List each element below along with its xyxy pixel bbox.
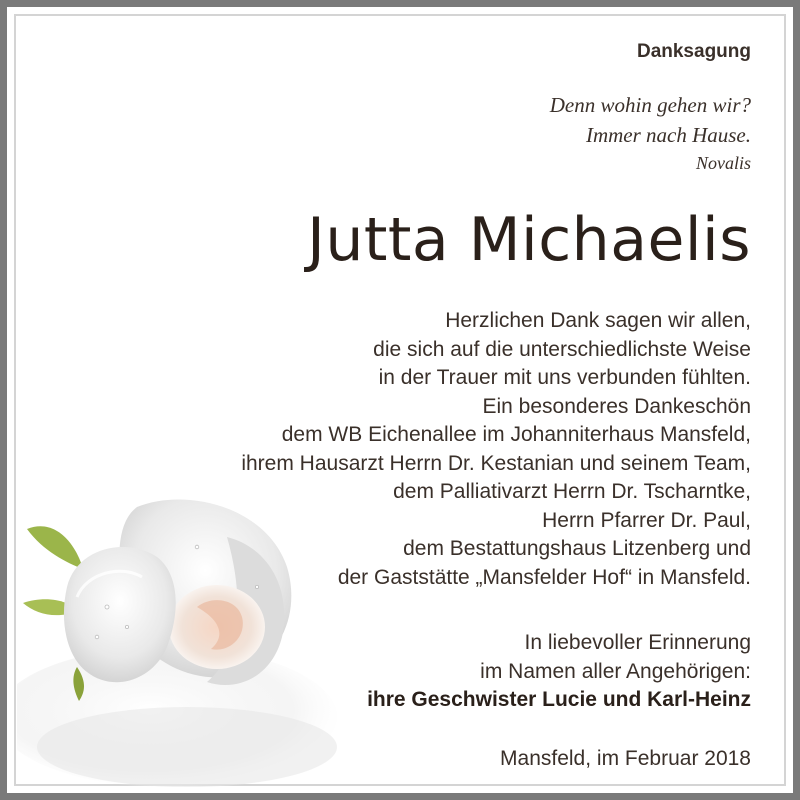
signature: ihre Geschwister Lucie und Karl-Heinz xyxy=(367,688,751,711)
thanks-line: die sich auf die unterschiedlichste Weise xyxy=(373,337,751,361)
quote-line-1: Denn wohin gehen wir? xyxy=(549,93,751,117)
closing-text xyxy=(367,629,751,715)
thanks-line: ihrem Hausarzt Herrn Dr. Kestanian und seinem Team, xyxy=(241,451,751,475)
place-date: Mansfeld, im Februar 2018 xyxy=(500,747,751,770)
thanks-text xyxy=(241,307,751,592)
closing-line-1: In liebevoller Erinnerung xyxy=(524,631,751,654)
thanks-line: Herrn Pfarrer Dr. Paul, xyxy=(542,508,751,532)
heading: Danksagung xyxy=(636,41,751,62)
thanks-line: dem Palliativarzt Herrn Dr. Tscharntke, xyxy=(393,480,751,503)
thanks-line: der Gaststätte „Mansfelder Hof“ in Mansfeld. xyxy=(337,565,751,589)
quote-line-2: Immer nach Hause. xyxy=(585,123,751,147)
thanks-line: in der Trauer mit uns verbunden fühlten. xyxy=(378,366,751,389)
quote-author: Novalis xyxy=(695,153,751,173)
deceased-name: Jutta Michaelis xyxy=(307,205,751,275)
thanks-line: dem Bestattungshaus Litzenberg und xyxy=(403,537,751,560)
thanks-line: dem WB Eichenallee im Johanniterhaus Mansfeld, xyxy=(281,423,751,446)
closing-line-2: im Namen aller Angehörigen: xyxy=(480,659,751,683)
thanks-line: Ein besonderes Dankeschön xyxy=(482,394,751,418)
thanks-line: Herzlichen Dank sagen wir allen, xyxy=(445,309,751,332)
